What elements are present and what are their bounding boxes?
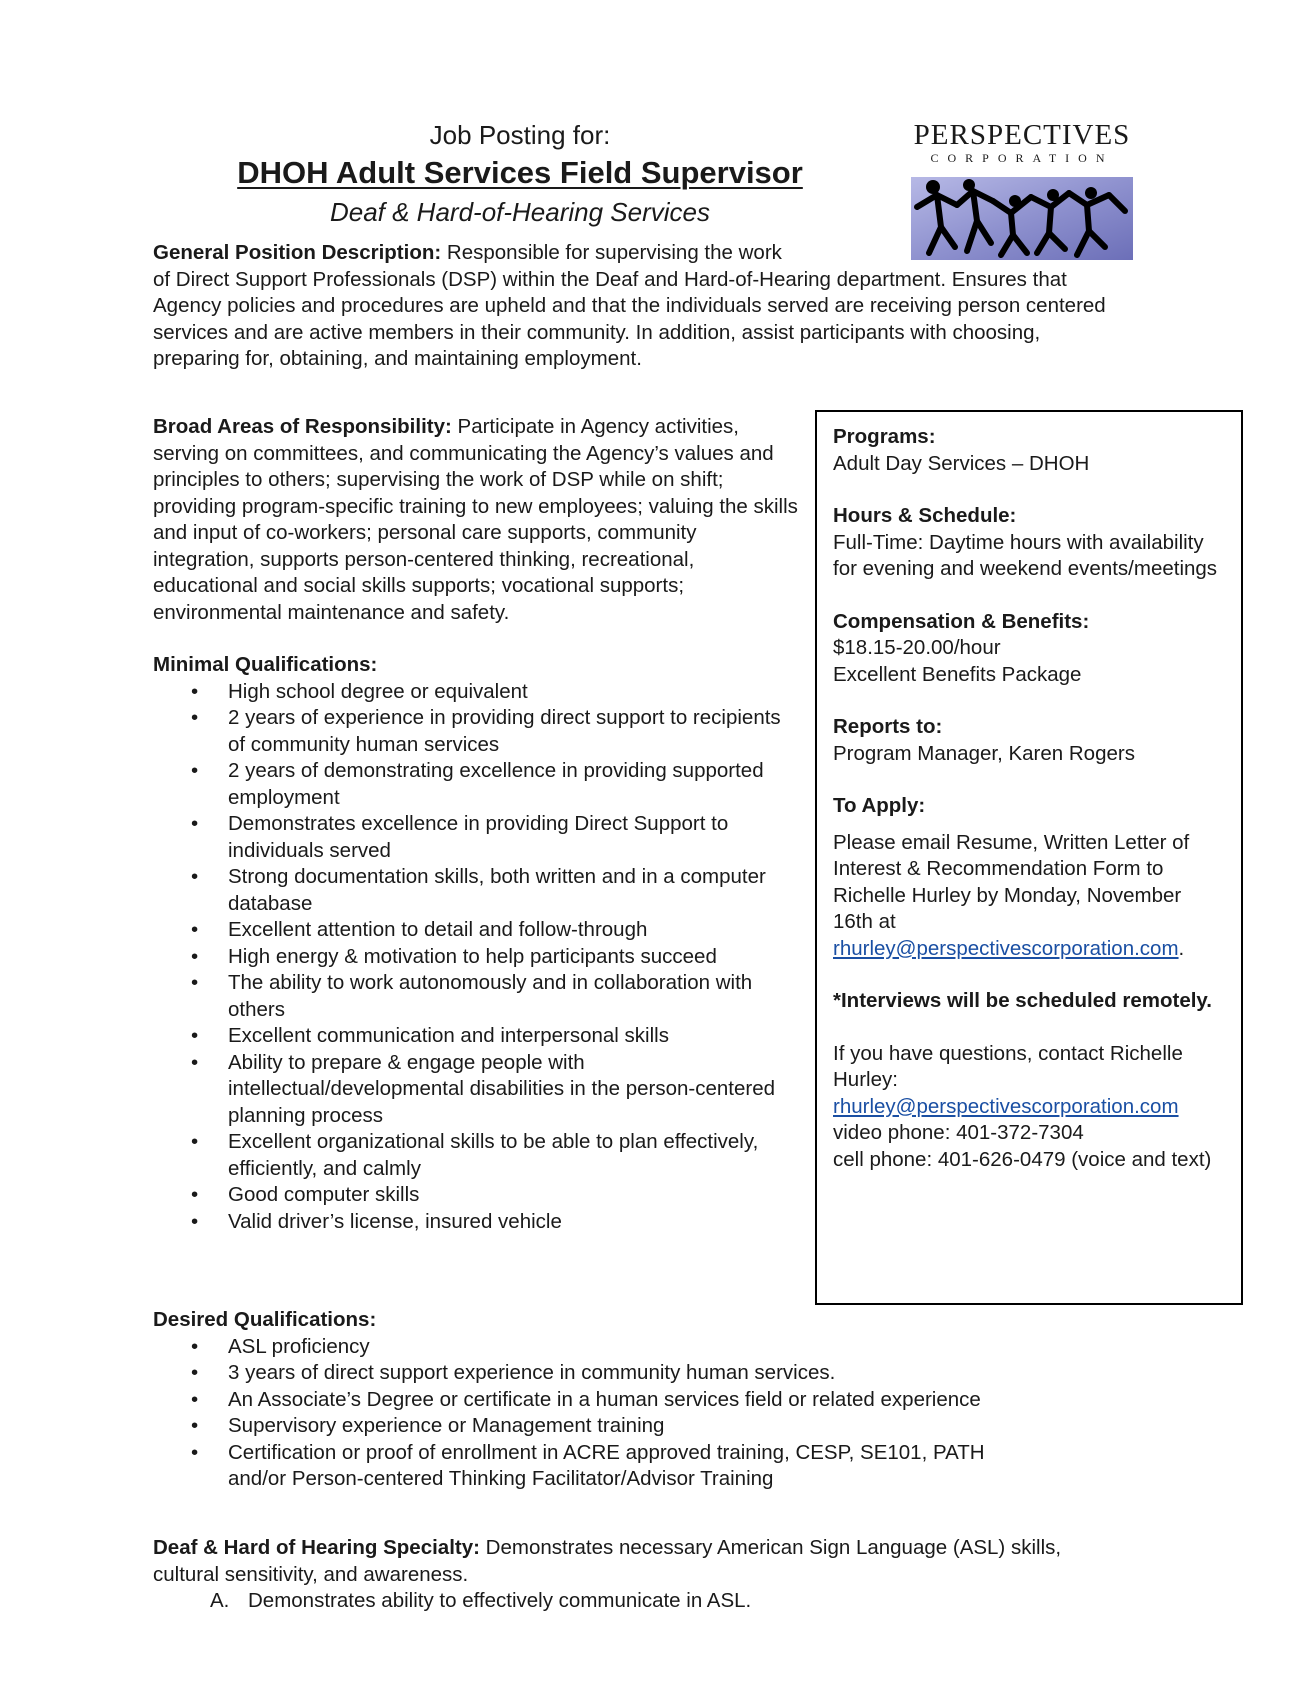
interviews-note: *Interviews will be scheduled remotely. [833, 989, 1212, 1012]
logo-subtitle: CORPORATION [930, 151, 1114, 165]
to-apply-instructions: Please email Resume, Written Letter of Interest & Recommendation Form to Richelle Hurley by Monday, November 16th at [833, 830, 1190, 933]
job-title-text: DHOH Adult Services Field Supervisor [237, 155, 803, 190]
desired-qualifications-heading: Desired Qualifications: [153, 1308, 377, 1331]
hours-value: Full-Time: Daytime hours with availability for evening and weekend events/meetings [833, 530, 1218, 580]
list-item: • Valid driver’s license, insured vehicle [153, 1209, 803, 1236]
left-column [153, 414, 803, 1235]
specialty-text [153, 1535, 1113, 1588]
list-item: • 2 years of experience in providing direct support to recipients of community human services [153, 705, 803, 758]
general-description-first-line: Responsible for supervising the work [446, 241, 782, 264]
list-item: • Supervisory experience or Management training [153, 1413, 1113, 1440]
desired-qualifications [153, 1307, 1113, 1493]
broad-responsibility-text: Participate in Agency activities, serving on committees, and communicating the Agency’s values and principles to others; supervising the work of DSP while on shift; providing program-specific training to new employees; valuing the skills and input of co-workers; personal care supports, community integration, supports person-centered thinking, recreational, educational and social skills supports; vocational supports; environmental maintenance and safety. [153, 415, 798, 624]
job-title [200, 154, 840, 192]
desired-qualifications-list [153, 1334, 1113, 1493]
list-item: • 2 years of demonstrating excellence in providing supported employment [153, 758, 803, 811]
minimal-qualifications-heading: Minimal Qualifications: [153, 653, 378, 676]
list-item: • Certification or proof of enrollment in ACRE approved training, CESP, SE101, PATH and/or Person-centered Thinking Facilitator/Advisor Training [153, 1440, 1113, 1493]
job-details-box [815, 410, 1243, 1305]
posting-label: Job Posting for: [429, 120, 611, 150]
compensation-rate: $18.15-20.00/hour [833, 636, 1001, 659]
specialty-label: Deaf & Hard of Hearing Specialty: [153, 1536, 480, 1559]
list-item: • Excellent organizational skills to be able to plan effectively, efficiently, and calmly [153, 1129, 803, 1182]
list-item: • Strong documentation skills, both written and in a computer database [153, 864, 803, 917]
broad-responsibility [153, 414, 803, 626]
list-item: • Demonstrates excellence in providing Direct Support to individuals served [153, 811, 803, 864]
list-item: • Excellent communication and interpersonal skills [153, 1023, 803, 1050]
list-item: • The ability to work autonomously and in collaboration with others [153, 970, 803, 1023]
list-item: • Ability to prepare & engage people with intellectual/developmental disabilities in the person-centered planning process [153, 1050, 803, 1130]
broad-responsibility-label: Broad Areas of Responsibility: [153, 415, 452, 438]
programs-value: Adult Day Services – DHOH [833, 451, 1090, 475]
specialty-list [153, 1588, 1113, 1615]
list-item: • High energy & motivation to help participants succeed [153, 944, 803, 971]
to-apply-text [833, 830, 1225, 963]
video-phone: video phone: 401-372-7304 [833, 1121, 1084, 1144]
apply-period: . [1178, 936, 1185, 960]
general-description [153, 240, 1113, 373]
list-item: • Good computer skills [153, 1182, 803, 1209]
specialty-section [153, 1535, 1113, 1615]
specialty-description: Demonstrates necessary American Sign Language (ASL) skills, cultural sensitivity, and awareness. [153, 1536, 1062, 1586]
general-description-text: of Direct Support Professionals (DSP) within the Deaf and Hard-of-Hearing department. Ensures that Agency policies and procedures are upheld and that the individuals served are receiving person centered services and are active members in their community. In addition, assist participants with choosing, preparing for, obtaining, and maintaining employment. [153, 267, 1106, 370]
to-apply-label: To Apply: [833, 794, 926, 817]
list-item: • Excellent attention to detail and follow-through [153, 917, 803, 944]
list-item: • ASL proficiency [153, 1334, 1113, 1361]
cell-phone: cell phone: 401-626-0479 (voice and text) [833, 1147, 1212, 1171]
list-item: • 3 years of direct support experience in community human services. [153, 1360, 1113, 1387]
list-item: • An Associate’s Degree or certificate in a human services field or related experience [153, 1387, 1113, 1414]
compensation-benefits: Excellent Benefits Package [833, 662, 1082, 686]
questions-text: If you have questions, contact Richelle Hurley: [833, 1041, 1183, 1091]
list-item: A. Demonstrates ability to effectively communicate in ASL. [153, 1588, 1113, 1615]
reports-to-value: Program Manager, Karen Rogers [833, 741, 1135, 765]
contact-email-link[interactable]: rhurley@perspectivescorporation.com [833, 1094, 1179, 1118]
minimal-qualifications-list [153, 679, 803, 1236]
list-item: • High school degree or equivalent [153, 679, 803, 706]
hours-label: Hours & Schedule: [833, 504, 1017, 527]
general-description-label: General Position Description: [153, 241, 442, 264]
logo-name: PERSPECTIVES [913, 119, 1131, 151]
apply-email-link[interactable]: rhurley@perspectivescorporation.com [833, 936, 1179, 960]
compensation-label: Compensation & Benefits: [833, 609, 1090, 633]
programs-label: Programs: [833, 425, 936, 448]
department-subtitle: Deaf & Hard-of-Hearing Services [329, 197, 711, 227]
reports-to-label: Reports to: [833, 715, 943, 738]
